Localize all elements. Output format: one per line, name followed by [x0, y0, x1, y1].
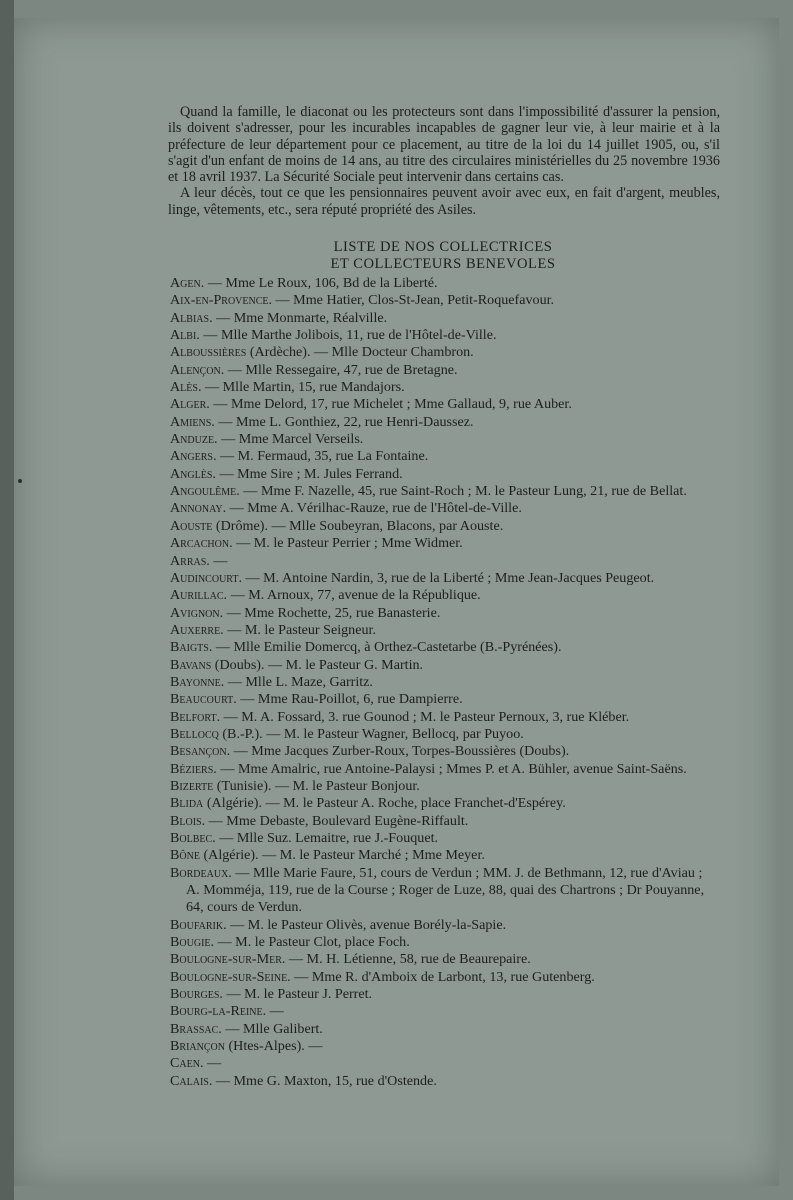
entry-details: — M. Fermaud, 35, rue La Fontaine.	[216, 448, 429, 465]
list-entry	[170, 951, 718, 968]
entry-details: — Mme F. Nazelle, 45, rue Saint-Roch ; M. le Pasteur Lung, 21, rue de Bellat.	[239, 483, 687, 500]
list-entry	[170, 917, 718, 934]
page-binding-edge	[0, 0, 14, 1200]
entry-details: — M. Antoine Nardin, 3, rue de la Liberté ; Mme Jean-Jacques Peugeot.	[242, 569, 655, 586]
intro-paragraph-2: A leur décès, tout ce que les pensionnaires peuvent avoir avec eux, en fait d'argent, meubles, linge, vêtements, etc., sera réputé propriété des Asiles.	[168, 185, 720, 218]
entry-place: Agen.	[170, 275, 205, 291]
entry-details: — Mlle L. Maze, Garritz.	[224, 673, 373, 690]
entry-details: — Mme L. Gonthiez, 22, rue Henri-Daussez.	[214, 413, 474, 430]
entry-details: — Mlle Ressegaire, 47, rue de Bretagne.	[224, 361, 458, 378]
list-entry	[170, 813, 718, 830]
entry-place: Baigts.	[170, 639, 213, 656]
entry-details: — Mlle Marie Faure, 51, cours de Verdun ; MM. J. de Bethmann, 12, rue d'Aviau ; A. Momméja, 119, rue de la Course ; Roger de Luze, 88, quai des Chartrons ; Dr Pouyanne, 64, cours de Verdun.	[186, 864, 705, 916]
entry-place: Amiens.	[170, 413, 215, 430]
entry-place: Bavans	[170, 656, 212, 673]
entry-place: Avignon.	[170, 604, 224, 621]
entry-place: Boulogne-sur-Mer.	[170, 951, 286, 968]
list-entry	[170, 761, 718, 778]
list-entry	[170, 466, 718, 483]
entry-details: — Mme Hatier, Clos-St-Jean, Petit-Roquefavour.	[272, 292, 555, 309]
list-entry	[170, 310, 718, 327]
entry-place: Brassac.	[170, 1020, 222, 1037]
entry-place: Bordeaux.	[170, 864, 232, 881]
entry-details: — M. le Pasteur Perrier ; Mme Widmer.	[232, 535, 463, 552]
intro-paragraph-1: Quand la famille, le diaconat ou les protecteurs sont dans l'impossibilité d'assurer la pension, ils doivent s'adresser, pour les incurables incapables de gagner leur vie, à leur mairie et à la préfecture de leur département pour ce placement, au titre de la loi du 14 juillet 1905, ou, s'il s'agit d'un enfant de moins de 14 ans, au titre des circulaires ministérielles du 25 novembre 1936 et 18 avril 1937. La Sécurité Sociale peut intervenir dans certains cas.	[168, 104, 720, 186]
list-entry	[170, 1055, 718, 1072]
entry-place: Aurillac.	[170, 587, 228, 604]
list-entry	[170, 726, 718, 743]
entry-details: — Mlle Marthe Jolibois, 11, rue de l'Hôtel-de-Ville.	[199, 327, 497, 344]
list-entry	[170, 570, 718, 587]
entry-place: Alès.	[170, 379, 202, 396]
entry-details: — Mme Debaste, Boulevard Eugène-Riffault.	[205, 812, 469, 829]
entry-place: Audincourt.	[170, 569, 242, 586]
list-entry	[170, 605, 718, 622]
entry-place: Beaucourt.	[170, 691, 237, 708]
entry-details: — Mme Le Roux, 106, Bd de la Liberté.	[204, 275, 438, 291]
list-entry	[170, 587, 718, 604]
entry-place: Briançon	[170, 1038, 225, 1055]
entry-place: Bourg-la-Reine.	[170, 1003, 267, 1020]
list-entry	[170, 362, 718, 379]
entry-details: —	[266, 1003, 284, 1020]
entry-details: — Mme Marcel Verseils.	[217, 431, 364, 448]
entry-place: Béziers.	[170, 760, 217, 777]
entry-place: Albi.	[170, 327, 200, 344]
entry-place: Boulogne-sur-Seine.	[170, 968, 291, 985]
list-entry	[170, 830, 718, 847]
list-entry	[170, 414, 718, 431]
entry-place: Angoulême.	[170, 483, 240, 500]
entry-details: (Htes-Alpes). —	[224, 1038, 323, 1055]
list-entry	[170, 1038, 718, 1055]
entry-place: Bougie.	[170, 934, 215, 951]
entry-place: Anglès.	[170, 465, 216, 482]
entry-place: Arcachon.	[170, 535, 233, 552]
entry-details: — Mme A. Vérilhac-Rauze, rue de l'Hôtel-de-Ville.	[226, 500, 522, 517]
entry-details: — Mme Monmarte, Réalville.	[212, 309, 388, 326]
entry-details: — M. H. Létienne, 58, rue de Beaurepaire.	[285, 951, 531, 968]
entry-place: Boufarik.	[170, 916, 227, 933]
list-entry	[170, 292, 718, 309]
entry-details: (B.-P.). — M. le Pasteur Wagner, Bellocq, par Puyoo.	[218, 725, 524, 742]
entry-place: Angers.	[170, 448, 217, 465]
list-entry	[170, 275, 718, 292]
entry-place: Arras.	[170, 552, 210, 569]
entry-details: — Mme Jacques Zurber-Roux, Torpes-Boussières (Doubs).	[230, 743, 570, 760]
entry-details: — M. Arnoux, 77, avenue de la République.	[227, 587, 481, 604]
entry-place: Alboussières	[170, 344, 247, 361]
entry-details: (Ardèche). — Mlle Docteur Chambron.	[246, 344, 474, 361]
list-entry	[170, 431, 718, 448]
entry-place: Bizerte	[170, 777, 214, 794]
entry-place: Blois.	[170, 812, 206, 829]
entry-place: Bellocq	[170, 725, 219, 742]
list-entry	[170, 691, 718, 708]
entry-place: Aix-en-Provence.	[170, 292, 273, 309]
list-entry	[170, 344, 718, 361]
list-entry	[170, 622, 718, 639]
list-entry	[170, 535, 718, 552]
entry-place: Belfort.	[170, 708, 221, 725]
list-entry	[170, 1073, 718, 1090]
list-entry	[170, 396, 718, 413]
entry-place: Aouste	[170, 517, 213, 534]
entry-place: Bône	[170, 847, 200, 864]
entry-place: Annonay.	[170, 500, 227, 517]
entry-place: Alençon.	[170, 361, 225, 378]
page-speck	[18, 479, 22, 483]
entry-details: (Algérie). — M. le Pasteur Marché ; Mme Meyer.	[199, 847, 485, 864]
entry-details: — Mme Amalric, rue Antoine-Palaysi ; Mmes P. et A. Bühler, avenue Saint-Saëns.	[216, 760, 687, 777]
entry-details: — Mme Delord, 17, rue Michelet ; Mme Gallaud, 9, rue Auber.	[209, 396, 572, 413]
list-entry	[170, 657, 718, 674]
list-entry	[170, 553, 718, 570]
entry-details: — Mme R. d'Amboix de Larbont, 13, rue Gutenberg.	[290, 968, 595, 985]
entry-details: (Algérie). — M. le Pasteur A. Roche, place Franchet-d'Espérey.	[203, 795, 566, 812]
intro-text	[168, 104, 720, 218]
entry-details: — Mlle Emilie Domercq, à Orthez-Castetarbe (B.-Pyrénées).	[212, 639, 562, 656]
list-entry	[170, 847, 718, 864]
entry-details: — M. le Pasteur Olivès, avenue Borély-la-Sapie.	[226, 916, 507, 933]
list-entry	[170, 379, 718, 396]
entry-place: Calais.	[170, 1072, 213, 1089]
list-entry	[170, 448, 718, 465]
list-entry	[170, 639, 718, 656]
entry-details: — Mlle Suz. Lemaitre, rue J.-Fouquet.	[215, 830, 439, 846]
entry-details: — Mlle Galibert.	[221, 1020, 323, 1037]
list-entry	[170, 483, 718, 500]
entry-place: Albias.	[170, 309, 213, 326]
list-entry	[170, 518, 718, 535]
entry-details: (Drôme). — Mlle Soubeyran, Blacons, par Aouste.	[212, 517, 504, 534]
entry-place: Alger.	[170, 396, 210, 413]
entry-details: (Doubs). — M. le Pasteur G. Martin.	[211, 656, 424, 673]
list-entry	[170, 778, 718, 795]
entry-details: (Tunisie). — M. le Pasteur Bonjour.	[213, 777, 420, 794]
entry-place: Besançon.	[170, 743, 231, 760]
entry-details: — Mme Rau-Poillot, 6, rue Dampierre.	[236, 691, 463, 708]
entry-details: — M. le Pasteur Clot, place Foch.	[214, 934, 410, 951]
list-entry	[170, 1021, 718, 1038]
list-entry	[170, 674, 718, 691]
list-entry	[170, 743, 718, 760]
list-heading-line-1: LISTE DE NOS COLLECTRICES	[333, 239, 553, 255]
entry-details: — Mlle Martin, 15, rue Mandajors.	[201, 379, 405, 396]
list-entry	[170, 1003, 718, 1020]
entry-place: Bourges.	[170, 986, 223, 1003]
list-entry	[170, 500, 718, 517]
entry-details: — Mme Rochette, 25, rue Banasterie.	[223, 604, 441, 621]
entry-details: — M. A. Fossard, 3. rue Gounod ; M. le Pasteur Pernoux, 3, rue Kléber.	[220, 708, 630, 725]
list-entry	[170, 934, 718, 951]
list-entry	[170, 709, 718, 726]
entry-details: — Mme G. Maxton, 15, rue d'Ostende.	[212, 1072, 437, 1089]
list-heading-line-2: ET COLLECTEURS BENEVOLES	[330, 255, 556, 272]
entry-details: — M. le Pasteur J. Perret.	[222, 986, 373, 1003]
entry-place: Auxerre.	[170, 621, 224, 638]
entry-place: Anduze.	[170, 431, 218, 448]
entry-details: —	[209, 552, 228, 569]
entry-place: Bayonne.	[170, 673, 225, 690]
list-entry	[170, 969, 718, 986]
entry-place: Caen.	[170, 1055, 204, 1072]
entry-place: Bolbec.	[170, 830, 216, 846]
list-entry	[170, 865, 718, 917]
entry-details: —	[203, 1055, 222, 1072]
entry-place: Blida	[170, 795, 204, 812]
collector-list	[170, 275, 718, 1090]
list-entry	[170, 327, 718, 344]
entry-details: — Mme Sire ; M. Jules Ferrand.	[215, 465, 403, 482]
list-entry	[170, 795, 718, 812]
entry-details: — M. le Pasteur Seigneur.	[223, 621, 376, 638]
list-entry	[170, 986, 718, 1003]
list-heading	[166, 239, 720, 272]
